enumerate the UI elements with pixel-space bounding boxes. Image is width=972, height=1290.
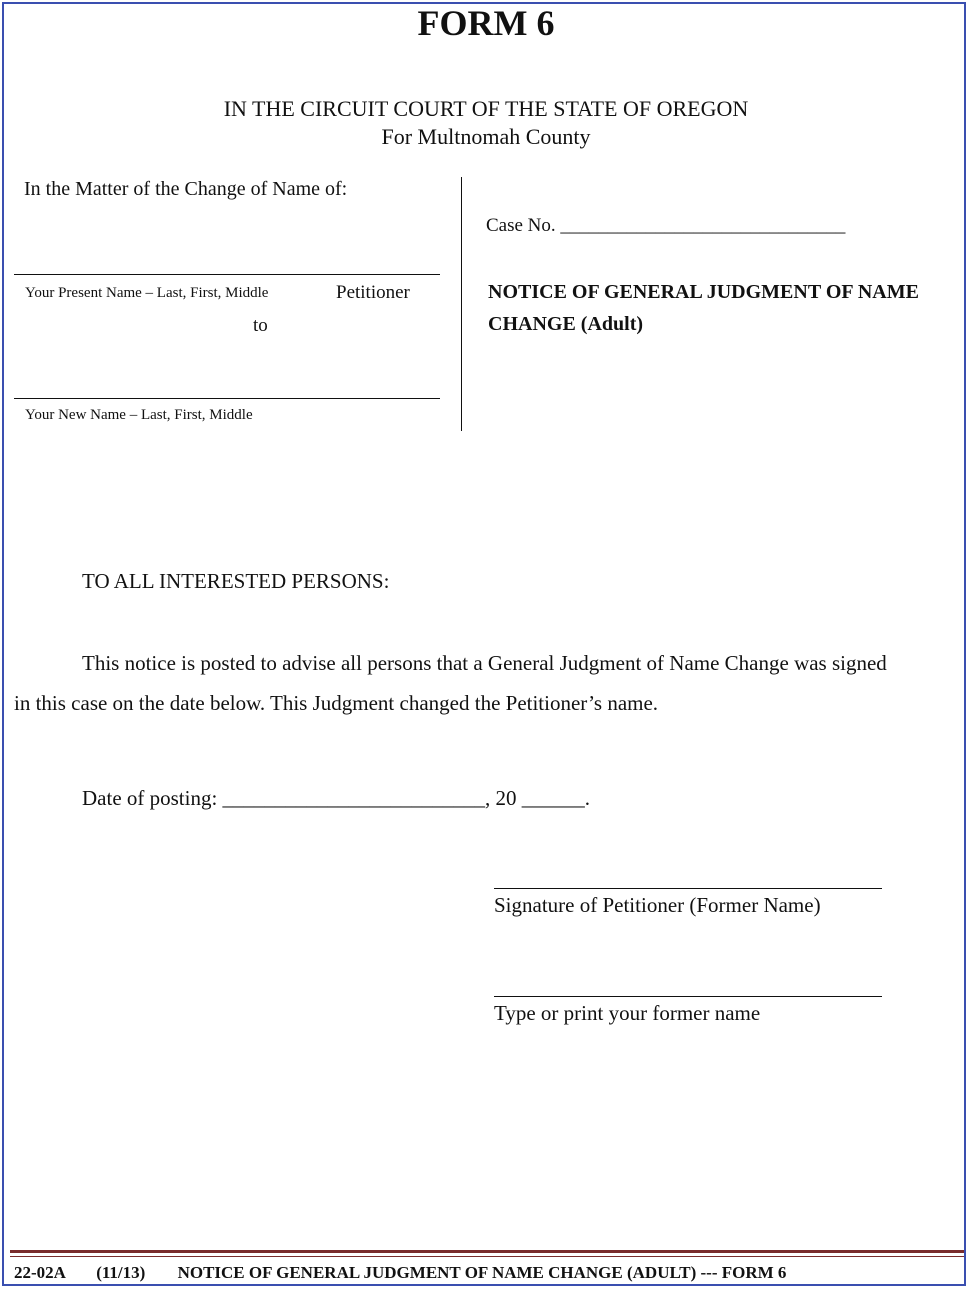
notice-title-line2: CHANGE (Adult) [488,313,644,335]
body-line-2: in this case on the date below. This Judgment changed the Petitioner’s name. [14,691,659,715]
court-county: For Multnomah County [381,124,591,149]
to-label: to [253,315,268,336]
footer-revision: (11/13) [96,1263,146,1282]
notice-title [488,276,919,340]
footer [14,1263,786,1283]
date-of-posting-field[interactable]: Date of posting: _________________________, 20 ______. [82,786,591,810]
footer-rule-thin [10,1256,964,1257]
new-name-label: Your New Name – Last, First, Middle [25,407,253,423]
footer-title: NOTICE OF GENERAL JUDGMENT OF NAME CHANGE (ADULT) --- FORM 6 [177,1263,787,1282]
former-name-line[interactable] [494,996,882,997]
former-name-label: Type or print your former name [494,1001,761,1025]
body-line-1: This notice is posted to advise all persons that a General Judgment of Name Change was signed [82,651,887,675]
case-number-field[interactable]: Case No. ______________________________ [486,215,846,236]
notice-title-line1: NOTICE OF GENERAL JUDGMENT OF NAME [488,281,919,303]
salutation: TO ALL INTERESTED PERSONS: [82,569,390,593]
petitioner-label: Petitioner [336,282,410,303]
signature-label: Signature of Petitioner (Former Name) [494,893,821,917]
footer-form-code: 22-02A [14,1263,66,1282]
matter-label: In the Matter of the Change of Name of: [24,178,348,200]
form-title: FORM 6 [417,3,555,43]
court-name: IN THE CIRCUIT COURT OF THE STATE OF OREGON [223,96,749,121]
caption-divider [461,177,462,431]
footer-rule [10,1250,964,1253]
present-name-line[interactable] [14,274,440,275]
signature-line[interactable] [494,888,882,889]
present-name-label: Your Present Name – Last, First, Middle [25,285,269,301]
new-name-line[interactable] [14,398,440,399]
